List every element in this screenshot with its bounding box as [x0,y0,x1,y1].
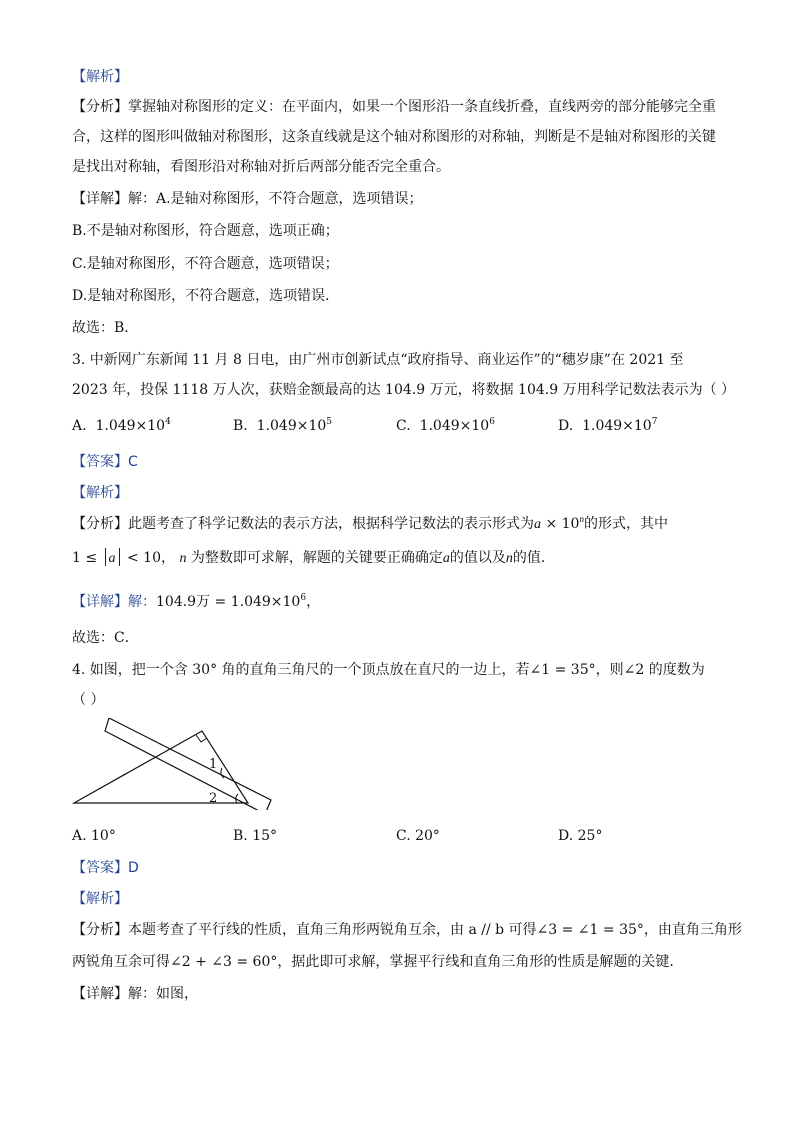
q3-option-a: A. $1.049\times 10^4$ [72,417,171,434]
q4-option-a: A. 10° [72,828,116,844]
q3-stem-line-1: 3. 中新网广东新闻 11 月 8 日电，由广州市创新试点“政府指导、商业运作”的“穗岁康”在 2021 至 [72,352,684,368]
detail-line-b: B.不是轴对称图形，符合题意，选项正确； [72,223,339,239]
q3-analysis-line-2: 1 ≤ a < 10， n 为整数即可求解，解题的关键要正确确定a的值以及n的值． [72,550,555,566]
q3-choose-line: 故选：C． [72,630,139,646]
q4-jiexi-heading: 【解析】 [72,891,128,907]
angle-2-label: 2 [209,791,218,806]
q4-option-b: B. 15° [233,828,278,844]
jiexi-heading: 【解析】 [72,69,128,85]
analysis-line-1: 【分析】掌握轴对称图形的定义：在平面内，如果一个图形沿一条直线折叠，直线两旁的部分能够完全重 [72,99,716,115]
angle-1-label: 1 [209,757,218,772]
q4-option-c: C. 20° [396,828,440,844]
detail-line-1: 【详解】解：A.是轴对称图形，不符合题意，选项错误； [72,191,423,207]
q3-option-d: D. $1.049\times 10^7$ [558,417,658,434]
q4-stem-line-2: （ ） [72,692,105,708]
detail-line-c: C.是轴对称图形，不符合题意，选项错误； [72,256,339,272]
q3-answer: 【答案】C [72,454,138,470]
ruler [105,718,271,810]
angle-2-arc [236,794,238,803]
q3-analysis-line-1: 【分析】此题考查了科学记数法的表示方法，根据科学记数法的表示形式为$a \times 10^n$的形式，其中 [72,514,668,532]
q4-analysis-line-2: 两锐角互余可得∠2 + ∠3 = 60°，据此即可求解，掌握平行线和直角三角形的性质是解题的关键． [72,954,684,970]
q4-analysis-line-1: 【分析】本题考查了平行线的性质，直角三角形两锐角互余，由 a // b 可得∠3 = ∠1 = 35°，由直角三角形 [72,922,742,938]
analysis-line-2: 合，这样的图形叫做轴对称图形，这条直线就是这个轴对称图形的对称轴，判断是不是轴对称图形的关键 [72,129,716,145]
analysis-line-3: 是找出对称轴，看图形沿对称轴对折后两部分能否完全重合。 [72,159,450,175]
detail-line-d: D.是轴对称图形，不符合题意，选项错误． [72,288,340,304]
q3-detail-line: 【详解】解：104.9万 = $1.049\times 10^6$， [72,593,321,610]
q4-figure [72,718,282,810]
q4-stem-line-1: 4. 如图，把一个含 30° 角的直角三角尺的一个顶点放在直尺的一边上，若∠1 = 35°，则∠2 的度数为 [72,662,705,678]
q4-detail-line: 【详解】解：如图， [72,986,198,1002]
q3-stem-line-2: 2023 年，投保 1118 万人次，获赔金额最高的达 104.9 万元，将数据 104.9 万用科学记数法表示为（ ） [72,382,736,398]
choose-line: 故选：B． [72,320,139,336]
q4-answer: 【答案】D [72,860,139,876]
q3-jiexi-heading: 【解析】 [72,485,128,501]
q3-option-c: C. $1.049\times 10^6$ [396,417,495,434]
q4-option-d: D. 25° [558,828,603,844]
q3-option-b: B. $1.049\times 10^5$ [233,417,333,434]
